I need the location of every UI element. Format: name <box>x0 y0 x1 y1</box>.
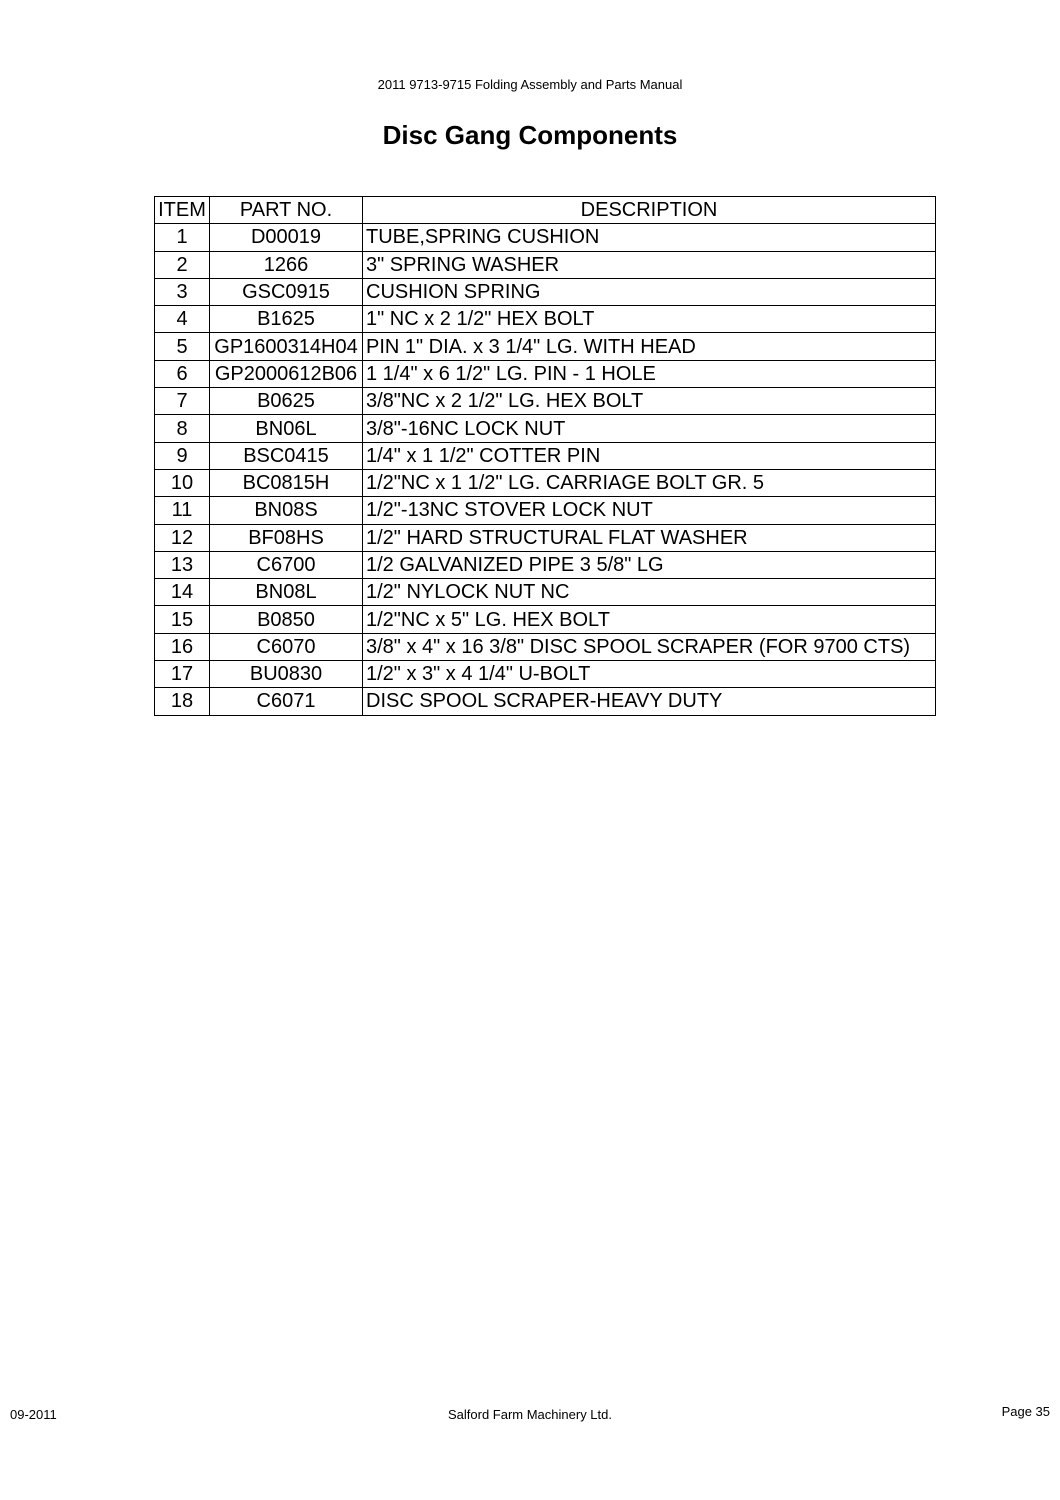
description-cell: 1/2"NC x 1 1/2" LG. CARRIAGE BOLT GR. 5 <box>363 469 936 496</box>
column-header-item: ITEM <box>155 197 210 224</box>
description-cell: 1/2" NYLOCK NUT NC <box>363 579 936 606</box>
description-cell: 3/8" x 4" x 16 3/8" DISC SPOOL SCRAPER (FOR 9700 CTS) <box>363 633 936 660</box>
table-row <box>155 524 936 551</box>
item-cell: 17 <box>155 661 210 688</box>
table-row <box>155 551 936 578</box>
description-cell: 1/2" HARD STRUCTURAL FLAT WASHER <box>363 524 936 551</box>
description-cell: 1/2 GALVANIZED PIPE 3 5/8" LG <box>363 551 936 578</box>
item-cell: 7 <box>155 388 210 415</box>
parts-table-body <box>155 224 936 715</box>
column-header-part-no: PART NO. <box>210 197 363 224</box>
table-header-row <box>155 197 936 224</box>
part-no-cell: BF08HS <box>210 524 363 551</box>
item-cell: 6 <box>155 360 210 387</box>
table-row <box>155 497 936 524</box>
item-cell: 10 <box>155 469 210 496</box>
table-row <box>155 415 936 442</box>
table-row <box>155 469 936 496</box>
item-cell: 9 <box>155 442 210 469</box>
item-cell: 14 <box>155 579 210 606</box>
item-cell: 16 <box>155 633 210 660</box>
table-row <box>155 633 936 660</box>
table-row <box>155 661 936 688</box>
item-cell: 4 <box>155 306 210 333</box>
item-cell: 1 <box>155 224 210 251</box>
item-cell: 15 <box>155 606 210 633</box>
part-no-cell: BN08S <box>210 497 363 524</box>
table-row <box>155 606 936 633</box>
part-no-cell: BC0815H <box>210 469 363 496</box>
part-no-cell: B0850 <box>210 606 363 633</box>
table-row <box>155 306 936 333</box>
table-row <box>155 360 936 387</box>
table-row <box>155 278 936 305</box>
description-cell: 1 1/4" x 6 1/2" LG. PIN - 1 HOLE <box>363 360 936 387</box>
table-row <box>155 442 936 469</box>
table-row <box>155 224 936 251</box>
part-no-cell: BU0830 <box>210 661 363 688</box>
item-cell: 8 <box>155 415 210 442</box>
description-cell: TUBE,SPRING CUSHION <box>363 224 936 251</box>
item-cell: 2 <box>155 251 210 278</box>
description-cell: 1/4" x 1 1/2" COTTER PIN <box>363 442 936 469</box>
item-cell: 18 <box>155 688 210 715</box>
description-cell: 3/8"-16NC LOCK NUT <box>363 415 936 442</box>
page-title: Disc Gang Components <box>382 120 678 150</box>
parts-table <box>154 196 936 716</box>
manual-header: 2011 9713-9715 Folding Assembly and Parts Manual <box>377 77 683 92</box>
part-no-cell: GP2000612B06 <box>210 360 363 387</box>
description-cell: CUSHION SPRING <box>363 278 936 305</box>
part-no-cell: D00019 <box>210 224 363 251</box>
description-cell: 1/2" x 3" x 4 1/4" U-BOLT <box>363 661 936 688</box>
item-cell: 11 <box>155 497 210 524</box>
part-no-cell: BSC0415 <box>210 442 363 469</box>
item-cell: 12 <box>155 524 210 551</box>
part-no-cell: BN08L <box>210 579 363 606</box>
part-no-cell: 1266 <box>210 251 363 278</box>
table-row <box>155 688 936 715</box>
table-row <box>155 333 936 360</box>
table-row <box>155 579 936 606</box>
description-cell: 1/2"NC x 5" LG. HEX BOLT <box>363 606 936 633</box>
part-no-cell: C6071 <box>210 688 363 715</box>
table-row <box>155 388 936 415</box>
description-cell: 1/2"-13NC STOVER LOCK NUT <box>363 497 936 524</box>
part-no-cell: GSC0915 <box>210 278 363 305</box>
item-cell: 3 <box>155 278 210 305</box>
footer-company: Salford Farm Machinery Ltd. <box>447 1407 612 1422</box>
description-cell: 1" NC x 2 1/2" HEX BOLT <box>363 306 936 333</box>
description-cell: PIN 1" DIA. x 3 1/4" LG. WITH HEAD <box>363 333 936 360</box>
item-cell: 13 <box>155 551 210 578</box>
part-no-cell: B0625 <box>210 388 363 415</box>
item-cell: 5 <box>155 333 210 360</box>
part-no-cell: C6070 <box>210 633 363 660</box>
part-no-cell: GP1600314H04 <box>210 333 363 360</box>
description-cell: 3/8"NC x 2 1/2" LG. HEX BOLT <box>363 388 936 415</box>
footer-date: 09-2011 <box>10 1407 57 1422</box>
description-cell: DISC SPOOL SCRAPER-HEAVY DUTY <box>363 688 936 715</box>
table-row <box>155 251 936 278</box>
part-no-cell: BN06L <box>210 415 363 442</box>
part-no-cell: C6700 <box>210 551 363 578</box>
description-cell: 3" SPRING WASHER <box>363 251 936 278</box>
footer-page-number: Page 35 <box>1001 1404 1050 1419</box>
part-no-cell: B1625 <box>210 306 363 333</box>
column-header-description: DESCRIPTION <box>363 197 936 224</box>
